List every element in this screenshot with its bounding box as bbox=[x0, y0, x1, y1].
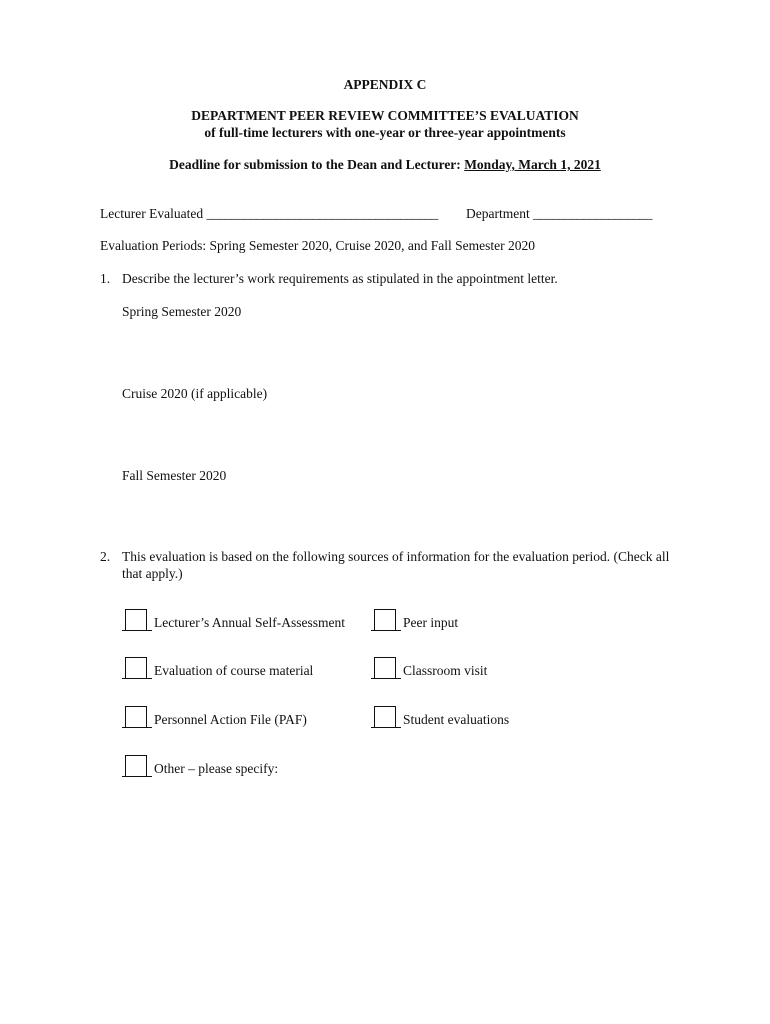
lecturer-evaluated-field[interactable] bbox=[100, 206, 438, 222]
question-1-text: Describe the lecturer’s work requirements as stipulated in the appointment letter. bbox=[122, 271, 558, 286]
checkbox-underline bbox=[371, 727, 401, 728]
question-2-line-2: that apply.) bbox=[122, 566, 183, 581]
label-classroom-visit: Classroom visit bbox=[403, 663, 488, 678]
deadline-label: Deadline for submission to the Dean and Lecturer: bbox=[169, 157, 465, 172]
label-peer-input: Peer input bbox=[403, 615, 459, 630]
lecturer-evaluated-blank[interactable]: _____________________________________ bbox=[206, 206, 438, 221]
deadline-line bbox=[0, 157, 770, 173]
label-self-assessment: Lecturer’s Annual Self-Assessment bbox=[154, 615, 345, 630]
label-student-evaluations: Student evaluations bbox=[403, 712, 510, 727]
checkbox-paf[interactable] bbox=[125, 706, 147, 728]
evaluation-periods: Evaluation Periods: Spring Semester 2020, Cruise 2020, and Fall Semester 2020 bbox=[100, 238, 535, 253]
checkbox-underline bbox=[371, 630, 401, 631]
checkbox-peer-input[interactable] bbox=[374, 609, 396, 631]
label-other: Other – please specify: bbox=[154, 761, 279, 776]
question-2-number: 2. bbox=[100, 549, 111, 564]
checkbox-underline bbox=[122, 678, 152, 679]
question-1-number: 1. bbox=[100, 271, 111, 286]
checkbox-classroom-visit[interactable] bbox=[374, 657, 396, 679]
checkbox-other[interactable] bbox=[125, 755, 147, 777]
lecturer-evaluated-label: Lecturer Evaluated bbox=[100, 206, 204, 221]
section-spring-2020: Spring Semester 2020 bbox=[122, 304, 242, 319]
appendix-heading: APPENDIX C bbox=[343, 77, 427, 92]
label-paf: Personnel Action File (PAF) bbox=[154, 712, 307, 727]
checkbox-self-assessment[interactable] bbox=[125, 609, 147, 631]
department-label: Department bbox=[466, 206, 530, 221]
checkbox-underline bbox=[122, 776, 152, 777]
section-fall-2020: Fall Semester 2020 bbox=[122, 468, 227, 483]
label-course-material: Evaluation of course material bbox=[154, 663, 314, 678]
department-field[interactable] bbox=[466, 206, 652, 222]
form-title: DEPARTMENT PEER REVIEW COMMITTEE’S EVALUATION bbox=[191, 108, 579, 123]
checkbox-underline bbox=[122, 727, 152, 728]
section-cruise-2020: Cruise 2020 (if applicable) bbox=[122, 386, 268, 401]
department-blank[interactable]: ___________________ bbox=[533, 206, 652, 221]
checkbox-underline bbox=[122, 630, 152, 631]
checkbox-underline bbox=[371, 678, 401, 679]
form-subtitle: of full-time lecturers with one-year or three-year appointments bbox=[204, 125, 566, 140]
checkbox-student-evaluations[interactable] bbox=[374, 706, 396, 728]
checkbox-course-material[interactable] bbox=[125, 657, 147, 679]
deadline-date: Monday, March 1, 2021 bbox=[464, 157, 601, 172]
question-2-line-1: This evaluation is based on the following sources of information for the evaluation period. (Check all bbox=[122, 549, 670, 564]
